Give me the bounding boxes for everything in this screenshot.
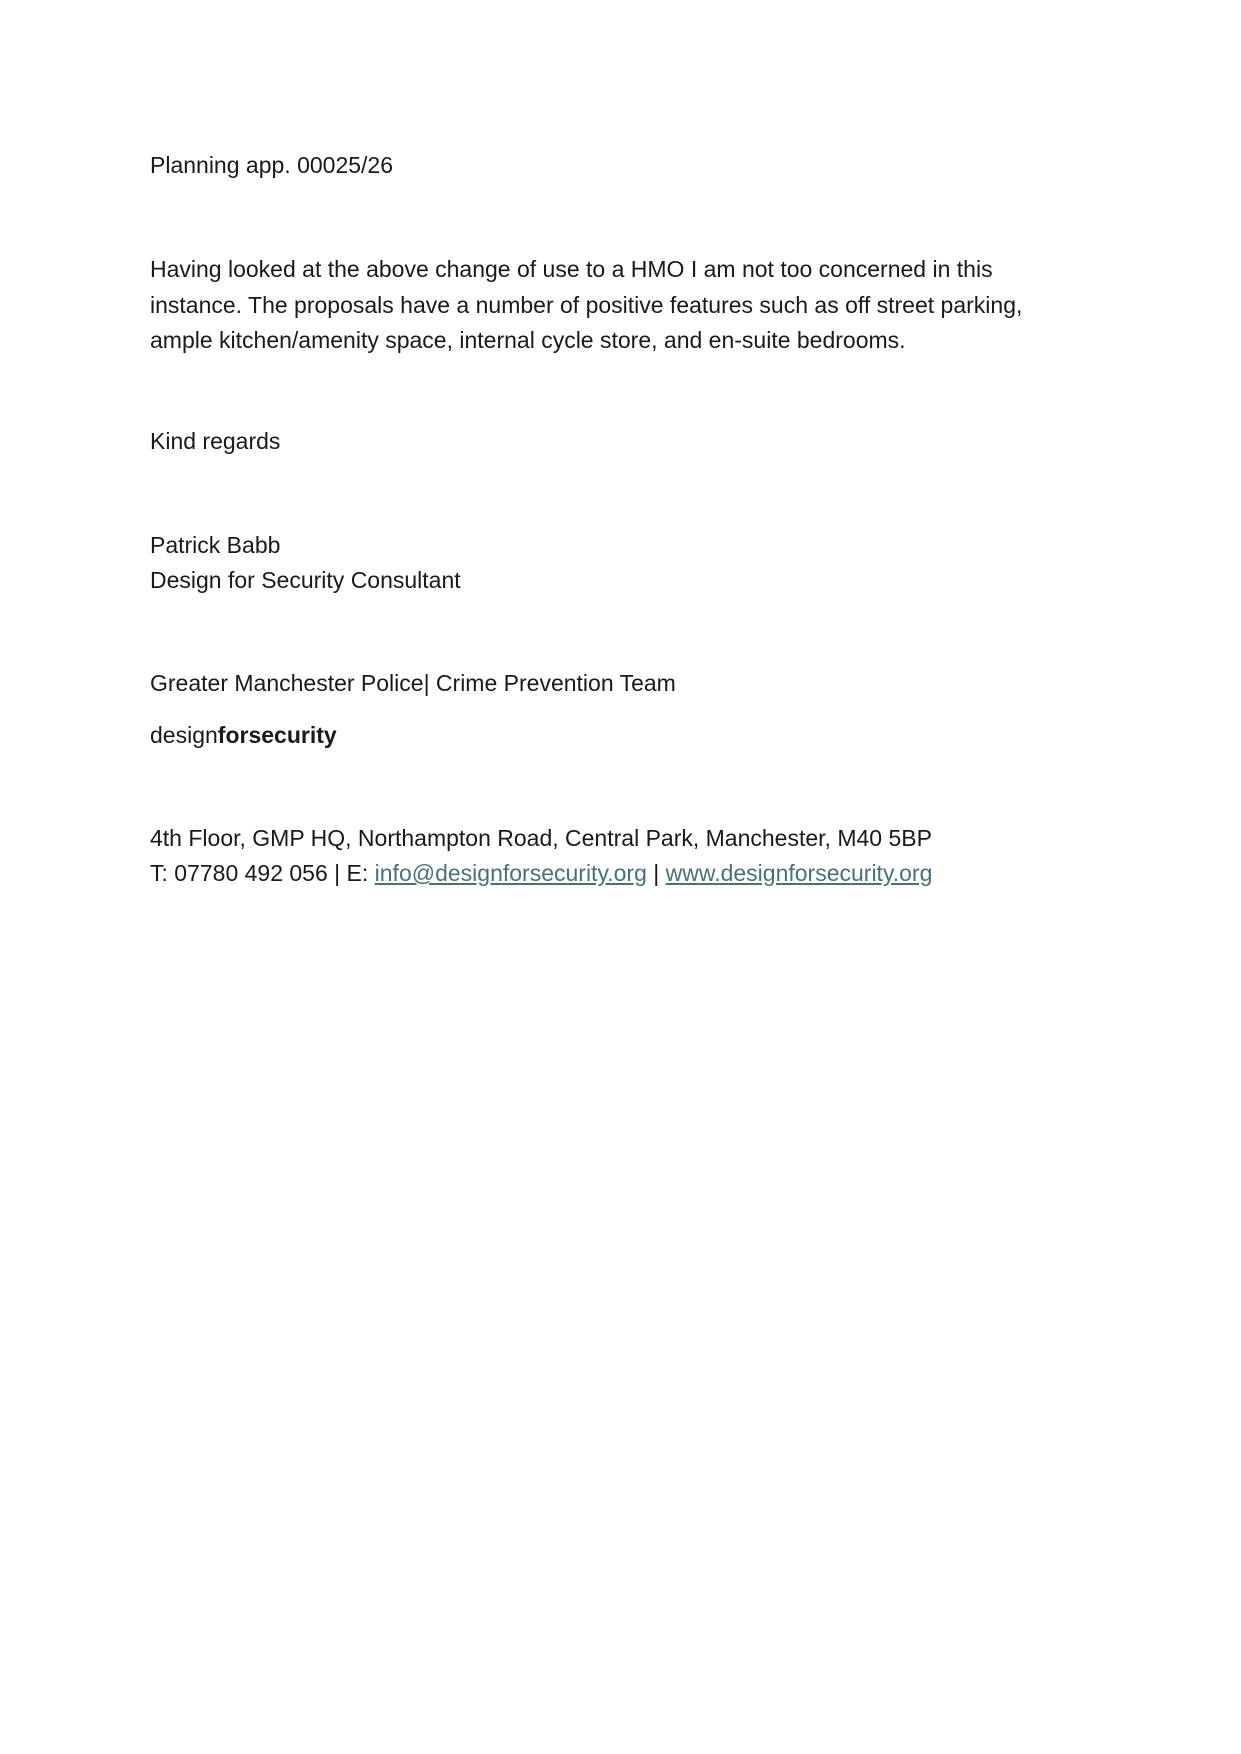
brand-bold: forsecurity xyxy=(217,722,337,748)
letter-body xyxy=(150,252,1110,359)
brand-regular: design xyxy=(150,722,218,748)
brand-name xyxy=(150,720,337,750)
contact-line xyxy=(150,858,932,888)
planning-reference: Planning app. 00025/26 xyxy=(150,152,393,178)
body-line: Having looked at the above change of use to a HMO I am not too concerned in this xyxy=(150,256,993,282)
organisation: Greater Manchester Police| Crime Prevention Team xyxy=(150,670,676,696)
body-line: ample kitchen/amenity space, internal cycle store, and en-suite bedrooms. xyxy=(150,327,906,353)
address: 4th Floor, GMP HQ, Northampton Road, Central Park, Manchester, M40 5BP xyxy=(150,825,932,851)
signatory-role: Design for Security Consultant xyxy=(150,567,461,593)
website-link[interactable]: www.designforsecurity.org xyxy=(665,860,933,886)
contact-separator: | xyxy=(646,860,666,886)
signatory-name: Patrick Babb xyxy=(150,532,281,558)
email-link[interactable]: info@designforsecurity.org xyxy=(374,860,647,886)
body-line: instance. The proposals have a number of positive features such as off street parking, xyxy=(150,291,1023,318)
phone-text: T: 07780 492 056 | E: xyxy=(150,860,375,886)
closing: Kind regards xyxy=(150,428,281,454)
